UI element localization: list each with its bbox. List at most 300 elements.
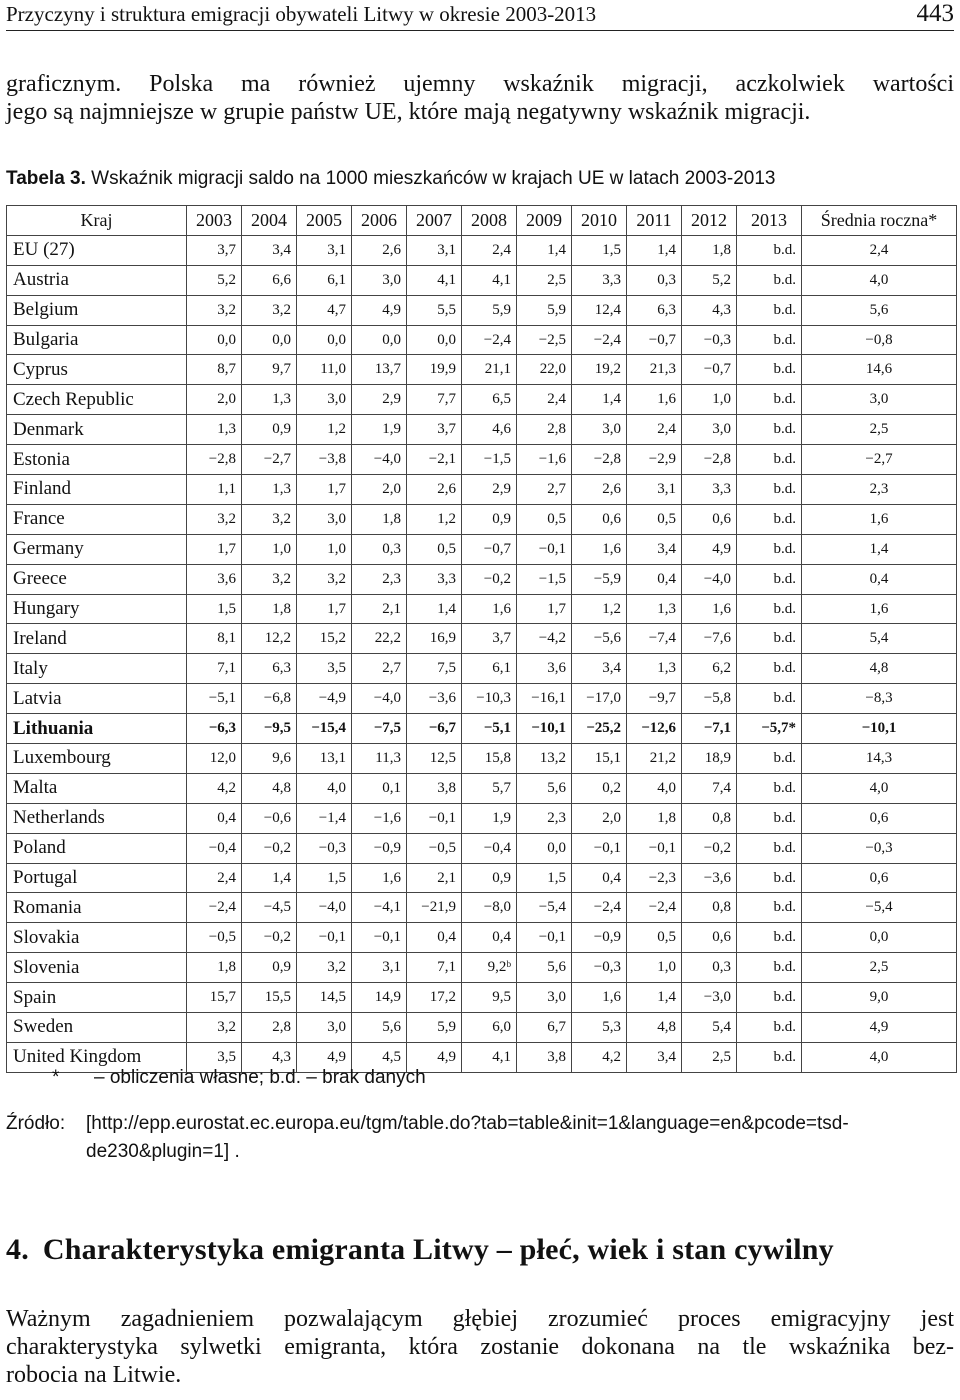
cell-value: 15,7 [187,983,242,1013]
cell-average: 5,6 [802,295,957,325]
cell-value: −4,0 [352,445,407,475]
cell-value: 1,4 [242,863,297,893]
cell-value: b.d. [737,983,802,1013]
cell-value: −2,7 [242,445,297,475]
cell-value: b.d. [737,385,802,415]
cell-average: −2,7 [802,445,957,475]
cell-country: Estonia [7,445,187,475]
cell-value: −3,0 [682,983,737,1013]
cell-value: b.d. [737,1013,802,1043]
cell-value: −0,2 [242,923,297,953]
cell-value: 0,6 [682,504,737,534]
cell-average: 14,6 [802,355,957,385]
cell-value: 3,2 [242,564,297,594]
cell-value: 1,0 [682,385,737,415]
body-line-3: robocia na Litwie. [6,1362,182,1388]
footnote-text: – obliczenia własne; b.d. – brak danych [94,1067,426,1088]
cell-average: 5,4 [802,624,957,654]
cell-value: 21,2 [627,744,682,774]
cell-value: −9,5 [242,714,297,744]
cell-value: 13,2 [517,744,572,774]
cell-value: −0,6 [242,803,297,833]
cell-value: −7,6 [682,624,737,654]
cell-value: 1,2 [297,415,352,445]
cell-value: 9,2ᵇ [462,953,517,983]
header-average: Średnia roczna* [802,206,957,236]
cell-value: b.d. [737,295,802,325]
cell-value: b.d. [737,265,802,295]
cell-value: −4,9 [297,684,352,714]
cell-value: −7,1 [682,714,737,744]
cell-value: −0,2 [242,833,297,863]
cell-value: −0,5 [407,833,462,863]
cell-value: 3,8 [407,773,462,803]
cell-value: −2,4 [572,893,627,923]
cell-value: 9,6 [242,744,297,774]
cell-value: 21,1 [462,355,517,385]
table-row [7,893,957,923]
cell-value: −2,8 [682,445,737,475]
cell-value: 1,9 [462,803,517,833]
cell-value: 17,2 [407,983,462,1013]
cell-value: 1,3 [627,594,682,624]
table-row [7,235,957,265]
cell-value: 5,4 [682,1013,737,1043]
cell-country: Latvia [7,684,187,714]
cell-value: 1,8 [627,803,682,833]
table-row [7,295,957,325]
cell-country: Bulgaria [7,325,187,355]
cell-average: 1,4 [802,534,957,564]
cell-value: 2,4 [627,415,682,445]
cell-value: −4,0 [297,893,352,923]
cell-value: 3,1 [627,475,682,505]
cell-value: −0,2 [462,564,517,594]
cell-value: 3,2 [187,1013,242,1043]
cell-value: 3,2 [187,295,242,325]
cell-value: −2,4 [187,893,242,923]
cell-country: Austria [7,265,187,295]
cell-value: b.d. [737,1042,802,1072]
cell-value: 1,4 [572,385,627,415]
cell-value: 4,8 [627,1013,682,1043]
cell-value: 6,3 [242,654,297,684]
header-year: 2012 [682,206,737,236]
cell-value: 5,3 [572,1013,627,1043]
cell-value: b.d. [737,953,802,983]
cell-average: 0,6 [802,803,957,833]
cell-value: −21,9 [407,893,462,923]
cell-value: 1,3 [187,415,242,445]
cell-value: −5,7* [737,714,802,744]
cell-value: −6,3 [187,714,242,744]
cell-average: 4,0 [802,265,957,295]
cell-value: −1,5 [517,564,572,594]
cell-value: 0,0 [242,325,297,355]
cell-value: 4,8 [242,773,297,803]
cell-value: −0,4 [462,833,517,863]
table-row [7,803,957,833]
intro-line-2: jego są najmniejsze w grupie państw UE, które mają negatywny wskaźnik migracji. [6,99,811,125]
cell-value: 22,2 [352,624,407,654]
intro-paragraph [6,70,954,126]
cell-value: 2,5 [517,265,572,295]
cell-value: −5,1 [462,714,517,744]
cell-value: b.d. [737,415,802,445]
cell-value: 1,4 [627,235,682,265]
cell-value: 4,6 [462,415,517,445]
cell-value: 0,4 [407,923,462,953]
cell-value: 0,4 [187,803,242,833]
cell-value: −4,5 [242,893,297,923]
cell-value: −4,1 [352,893,407,923]
cell-country: Greece [7,564,187,594]
cell-value: 9,5 [462,983,517,1013]
table-header-row [7,206,957,236]
cell-value: 0,6 [572,504,627,534]
cell-value: −9,7 [627,684,682,714]
cell-value: 6,2 [682,654,737,684]
cell-average: 1,6 [802,594,957,624]
cell-value: 3,0 [517,983,572,1013]
cell-value: 2,0 [572,803,627,833]
table-row [7,833,957,863]
table-row [7,684,957,714]
cell-value: 6,1 [297,265,352,295]
cell-value: 0,2 [572,773,627,803]
cell-value: 6,5 [462,385,517,415]
table-row [7,744,957,774]
header-year: 2009 [517,206,572,236]
cell-value: 1,6 [572,983,627,1013]
cell-value: −2,5 [517,325,572,355]
cell-value: 3,0 [297,504,352,534]
cell-average: 14,3 [802,744,957,774]
cell-value: −3,6 [407,684,462,714]
cell-value: −2,8 [572,445,627,475]
table-row [7,445,957,475]
cell-value: −0,1 [297,923,352,953]
cell-value: 3,7 [187,235,242,265]
cell-value: 4,9 [352,295,407,325]
cell-value: 14,5 [297,983,352,1013]
cell-value: 3,4 [627,1042,682,1072]
cell-value: 6,1 [462,654,517,684]
cell-value: 1,9 [352,415,407,445]
cell-value: 2,7 [517,475,572,505]
cell-value: 7,1 [407,953,462,983]
cell-value: −0,1 [572,833,627,863]
cell-value: 2,9 [462,475,517,505]
cell-value: 12,4 [572,295,627,325]
cell-value: 1,8 [242,594,297,624]
cell-value: 4,3 [242,1042,297,1072]
cell-value: 5,9 [517,295,572,325]
cell-average: 4,0 [802,1042,957,1072]
cell-value: 1,8 [352,504,407,534]
table-row [7,863,957,893]
cell-value: 0,0 [407,325,462,355]
cell-value: 0,0 [297,325,352,355]
body-line-1: Ważnym zagadnieniem pozwalającym głębiej zrozumieć proces emigracyjny jest [6,1306,954,1332]
header-year: 2004 [242,206,297,236]
cell-value: 19,9 [407,355,462,385]
cell-country: Romania [7,893,187,923]
cell-average: −0,3 [802,833,957,863]
cell-value: 0,5 [627,504,682,534]
table-body [7,235,957,1072]
cell-value: 1,0 [627,953,682,983]
cell-value: 1,6 [627,385,682,415]
cell-country: Netherlands [7,803,187,833]
cell-value: 4,7 [297,295,352,325]
cell-value: 1,6 [572,534,627,564]
cell-value: −2,3 [627,863,682,893]
cell-value: b.d. [737,564,802,594]
cell-value: 0,3 [682,953,737,983]
cell-value: 5,6 [352,1013,407,1043]
cell-value: 2,6 [407,475,462,505]
cell-value: 15,2 [297,624,352,654]
cell-average: −5,4 [802,893,957,923]
cell-value: 3,1 [407,235,462,265]
cell-average: 9,0 [802,983,957,1013]
cell-country: Germany [7,534,187,564]
cell-value: 2,8 [517,415,572,445]
table-row [7,355,957,385]
cell-average: −0,8 [802,325,957,355]
running-header [6,0,954,31]
cell-value: 3,6 [517,654,572,684]
cell-value: −1,4 [297,803,352,833]
cell-value: 3,1 [297,235,352,265]
cell-value: b.d. [737,504,802,534]
cell-value: 3,5 [187,1042,242,1072]
cell-average: −8,3 [802,684,957,714]
header-year: 2005 [297,206,352,236]
cell-value: −2,4 [462,325,517,355]
table-row [7,325,957,355]
cell-value: −2,4 [572,325,627,355]
cell-value: 15,1 [572,744,627,774]
cell-value: 0,1 [352,773,407,803]
cell-value: b.d. [737,475,802,505]
cell-value: 3,5 [297,654,352,684]
cell-value: −5,1 [187,684,242,714]
cell-value: 1,2 [407,504,462,534]
header-year: 2010 [572,206,627,236]
cell-value: 1,5 [572,235,627,265]
cell-country: Italy [7,654,187,684]
table-row [7,564,957,594]
cell-value: −0,3 [572,953,627,983]
cell-value: b.d. [737,534,802,564]
cell-value: 0,5 [407,534,462,564]
running-title: Przyczyny i struktura emigracji obywateli Litwy w okresie 2003-2013 [6,2,597,26]
table-row [7,773,957,803]
cell-value: 0,5 [517,504,572,534]
cell-value: −4,2 [517,624,572,654]
cell-value: 7,7 [407,385,462,415]
cell-value: 0,3 [627,265,682,295]
cell-value: 0,4 [627,564,682,594]
cell-value: b.d. [737,833,802,863]
cell-value: b.d. [737,594,802,624]
cell-value: 2,4 [187,863,242,893]
cell-value: −0,1 [517,923,572,953]
cell-value: −0,1 [352,923,407,953]
cell-value: 6,3 [627,295,682,325]
cell-value: 0,0 [187,325,242,355]
cell-value: 4,2 [187,773,242,803]
cell-value: 1,7 [517,594,572,624]
cell-value: 1,3 [242,385,297,415]
cell-value: −25,2 [572,714,627,744]
cell-average: 2,5 [802,953,957,983]
cell-value: 1,5 [517,863,572,893]
cell-value: 1,2 [572,594,627,624]
cell-value: 2,7 [352,654,407,684]
table-row [7,923,957,953]
cell-value: 5,9 [462,295,517,325]
cell-country: Luxembourg [7,744,187,774]
table-caption [6,168,776,190]
cell-value: 2,6 [572,475,627,505]
cell-value: −0,3 [682,325,737,355]
cell-value: 1,5 [187,594,242,624]
cell-value: 1,8 [682,235,737,265]
cell-value: 22,0 [517,355,572,385]
cell-value: b.d. [737,863,802,893]
cell-value: −0,3 [297,833,352,863]
cell-value: b.d. [737,235,802,265]
cell-value: −5,6 [572,624,627,654]
cell-country: EU (27) [7,235,187,265]
cell-value: 3,2 [297,953,352,983]
cell-value: b.d. [737,803,802,833]
cell-value: −5,9 [572,564,627,594]
body-paragraph [6,1305,954,1389]
table-caption-label: Tabela 3. [6,168,86,189]
cell-value: 0,6 [682,923,737,953]
body-line-2: charakterystyka sylwetki emigranta, która zostanie dokonana na tle wskaźnika bez- [6,1334,954,1360]
cell-average: 2,5 [802,415,957,445]
cell-value: −5,8 [682,684,737,714]
cell-value: −16,1 [517,684,572,714]
cell-value: 3,4 [572,654,627,684]
cell-value: 16,9 [407,624,462,654]
cell-country: Slovenia [7,953,187,983]
cell-value: 3,2 [297,564,352,594]
cell-value: 19,2 [572,355,627,385]
cell-value: 1,3 [242,475,297,505]
cell-value: 14,9 [352,983,407,1013]
cell-value: 5,6 [517,953,572,983]
cell-value: 9,7 [242,355,297,385]
cell-value: 2,0 [187,385,242,415]
cell-value: 3,2 [187,504,242,534]
cell-country: Ireland [7,624,187,654]
cell-value: 3,2 [242,295,297,325]
cell-country: Poland [7,833,187,863]
cell-value: 11,3 [352,744,407,774]
cell-value: 12,0 [187,744,242,774]
cell-country: Sweden [7,1013,187,1043]
cell-value: 2,4 [517,385,572,415]
table-row [7,385,957,415]
cell-value: 4,1 [462,265,517,295]
cell-value: −4,0 [682,564,737,594]
cell-value: 0,3 [352,534,407,564]
cell-value: −0,4 [187,833,242,863]
cell-value: 0,9 [242,415,297,445]
cell-value: 3,2 [242,504,297,534]
cell-average: −10,1 [802,714,957,744]
cell-value: 2,1 [352,594,407,624]
cell-country: Lithuania [7,714,187,744]
cell-value: 3,0 [572,415,627,445]
cell-value: 3,0 [352,265,407,295]
cell-value: 5,2 [187,265,242,295]
cell-value: −4,0 [352,684,407,714]
cell-value: 3,4 [242,235,297,265]
cell-value: 1,7 [297,475,352,505]
cell-value: 18,9 [682,744,737,774]
footnote-marker: * [52,1067,60,1088]
cell-value: 2,8 [242,1013,297,1043]
cell-value: 4,1 [462,1042,517,1072]
cell-value: 15,8 [462,744,517,774]
cell-value: 1,6 [352,863,407,893]
cell-country: Belgium [7,295,187,325]
cell-value: 4,0 [627,773,682,803]
cell-country: France [7,504,187,534]
cell-value: 2,6 [352,235,407,265]
cell-value: −0,9 [352,833,407,863]
table-row [7,265,957,295]
cell-value: b.d. [737,893,802,923]
cell-value: 4,2 [572,1042,627,1072]
cell-value: −3,6 [682,863,737,893]
cell-value: 3,8 [517,1042,572,1072]
cell-value: b.d. [737,325,802,355]
header-year: 2007 [407,206,462,236]
table-caption-text: Wskaźnik migracji saldo na 1000 mieszkańców w krajach UE w latach 2003-2013 [85,168,776,189]
cell-average: 0,0 [802,923,957,953]
page-number: 443 [916,0,954,27]
cell-value: 5,6 [517,773,572,803]
cell-value: 2,9 [352,385,407,415]
cell-value: 1,8 [187,953,242,983]
cell-value: 3,3 [572,265,627,295]
cell-average: 4,0 [802,773,957,803]
cell-value: 15,5 [242,983,297,1013]
cell-value: 2,3 [517,803,572,833]
cell-value: −1,6 [352,803,407,833]
cell-country: Portugal [7,863,187,893]
cell-country: Hungary [7,594,187,624]
cell-value: 0,5 [627,923,682,953]
cell-value: 3,0 [297,1013,352,1043]
cell-value: 6,6 [242,265,297,295]
cell-value: 1,4 [407,594,462,624]
cell-value: b.d. [737,744,802,774]
cell-value: −0,5 [187,923,242,953]
cell-value: 5,2 [682,265,737,295]
cell-value: 12,5 [407,744,462,774]
cell-value: 4,5 [352,1042,407,1072]
cell-value: 1,5 [297,863,352,893]
